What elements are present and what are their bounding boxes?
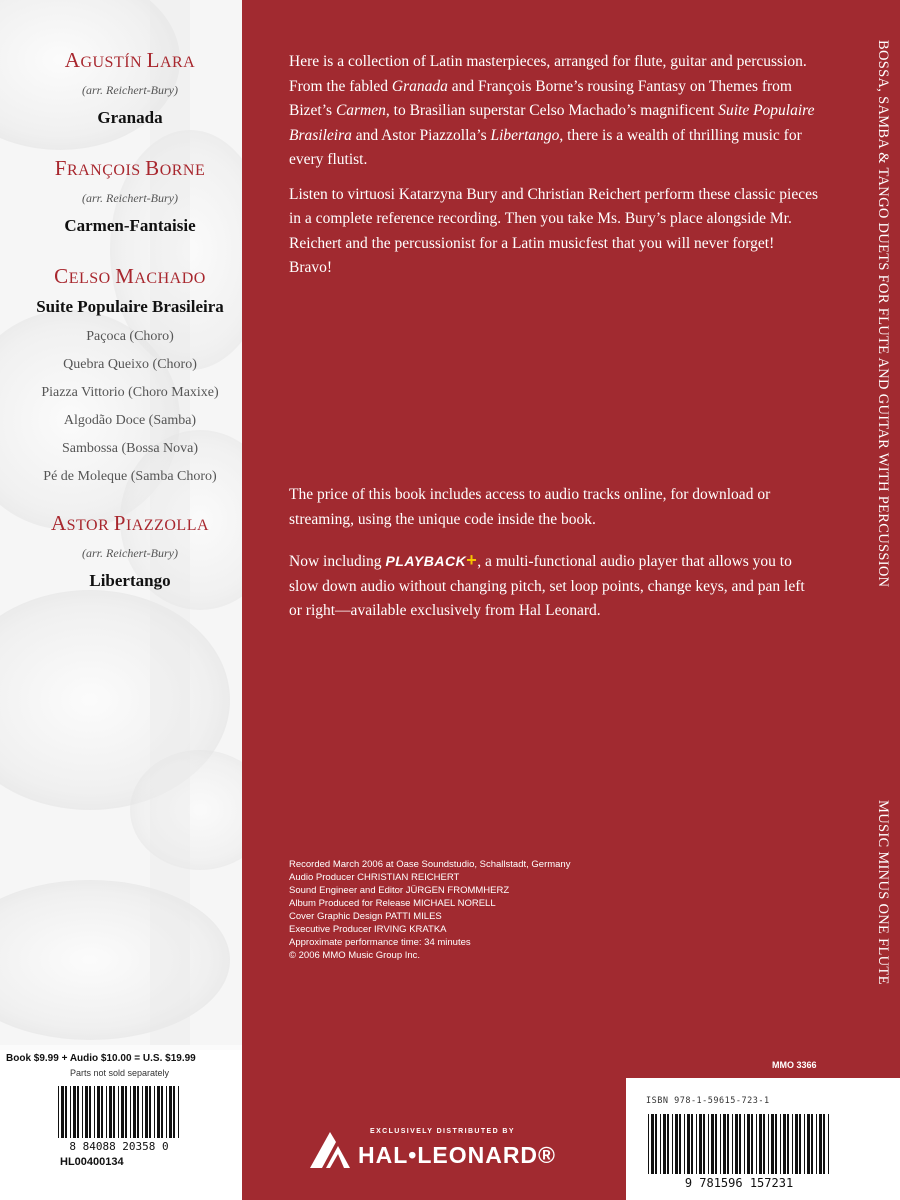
table-of-contents (0, 48, 242, 591)
barcode-digits: 8 84088 20358 0 (69, 1140, 169, 1153)
credit-line: Cover Graphic Design PATTI MILES (289, 911, 442, 922)
access-paragraph-1: The price of this book includes access to audio tracks online, for download or streaming, using the unique code inside the book. (289, 486, 771, 528)
price-text: Book $9.99 + Audio $10.00 = U.S. $19.99 (6, 1053, 196, 1064)
composer-block (0, 48, 242, 128)
credit-line: © 2006 MMO Music Group Inc. (289, 950, 421, 961)
access-paragraph-2: Now including PLAYBACK+, a multi-functional audio player that allows you to slow down audio without changing pitch, set loop points, change keys, and pan left or right—available exclusively from Hal Leonard. (289, 550, 805, 619)
movement-title: Quebra Queixo (Choro) (63, 357, 197, 372)
movement-title: Paçoca (Choro) (86, 329, 174, 344)
description-paragraph-2: Listen to virtuosi Katarzyna Bury and Christian Reichert perform these classic pieces in a complete reference recording. Then you take Ms. Bury’s place alongside Mr. Reichert and the percussionist for a Latin musicfest that you will never forget! Bravo! (289, 185, 818, 276)
credit-line: Recorded March 2006 at Oase Soundstudio, Schallstadt, Germany (289, 859, 571, 870)
spine-title: BOSSA, SAMBA & TANGO DUETS FOR FLUTE AND GUITAR WITH PERCUSSION (875, 40, 891, 588)
publisher-name: HAL•LEONARD® (358, 1142, 556, 1168)
arranger-credit: (arr. Reichert-Bury) (82, 83, 178, 97)
barcode-digits: 9 781596 157231 (684, 1176, 794, 1190)
composer-name: FRANÇOIS BORNE (54, 156, 206, 180)
composer-name: AGUSTÍN LARA (64, 48, 196, 72)
price-note: Parts not sold separately (70, 1068, 170, 1078)
composer-block (0, 264, 242, 485)
description-paragraph-1: Here is a collection of Latin masterpieces, arranged for flute, guitar and percussion. From the fabled Granada and François Borne’s rousing Fantasy on Themes from Bizet’s Carmen, to Brasilian superstar Celso Machado’s magnificent Suite Populaire Brasileira and Astor Piazzolla’s Libertango, there is a wealth of thrilling music for every flutist. (289, 53, 815, 168)
piece-title: Carmen-Fantaisie (64, 216, 196, 235)
audio-access-info (289, 483, 809, 640)
upc-barcode-icon (56, 1086, 186, 1154)
composer-name: CELSO MACHADO (54, 264, 206, 288)
distributed-by-text: EXCLUSIVELY DISTRIBUTED BY (370, 1128, 515, 1135)
movement-title: Algodão Doce (Samba) (63, 413, 197, 428)
arranger-credit: (arr. Reichert-Bury) (82, 191, 178, 205)
description (289, 50, 819, 291)
price-area (0, 1050, 242, 1200)
credit-line: Sound Engineer and Editor JÜRGEN FROMMHERZ (289, 885, 510, 896)
piece-title: Suite Populaire Brasileira (36, 297, 224, 316)
credit-line: Album Produced for Release MICHAEL NORELL (289, 898, 496, 909)
isbn-barcode-icon (646, 1114, 836, 1190)
playback-plus-logo: PLAYBACK+ (385, 550, 478, 570)
piece-title: Libertango (89, 571, 171, 590)
catalog-number: MMO 3366 (772, 1060, 817, 1070)
credit-line: Executive Producer IRVING KRATKA (289, 924, 447, 935)
contents-column (0, 0, 242, 1200)
isbn-text: ISBN 978-1-59615-723-1 (646, 1096, 770, 1106)
piece-title: Granada (97, 108, 163, 127)
spine-series: MUSIC MINUS ONE FLUTE (875, 800, 891, 985)
credit-line: Approximate performance time: 34 minutes (289, 937, 471, 948)
composer-block (0, 511, 242, 591)
credit-line: Audio Producer CHRISTIAN REICHERT (289, 872, 460, 883)
hl-catalog-number: HL00400134 (60, 1156, 124, 1168)
movement-title: Pé de Moleque (Samba Choro) (43, 469, 217, 484)
production-credits (289, 858, 669, 962)
composer-name: ASTOR PIAZZOLLA (50, 511, 210, 535)
movement-title: Piazza Vittorio (Choro Maxixe) (41, 385, 219, 400)
composer-block (0, 156, 242, 236)
movement-title: Sambossa (Bossa Nova) (61, 441, 199, 456)
arranger-credit: (arr. Reichert-Bury) (82, 546, 178, 560)
hal-leonard-mark-icon (310, 1132, 350, 1168)
isbn-area (626, 1078, 900, 1200)
